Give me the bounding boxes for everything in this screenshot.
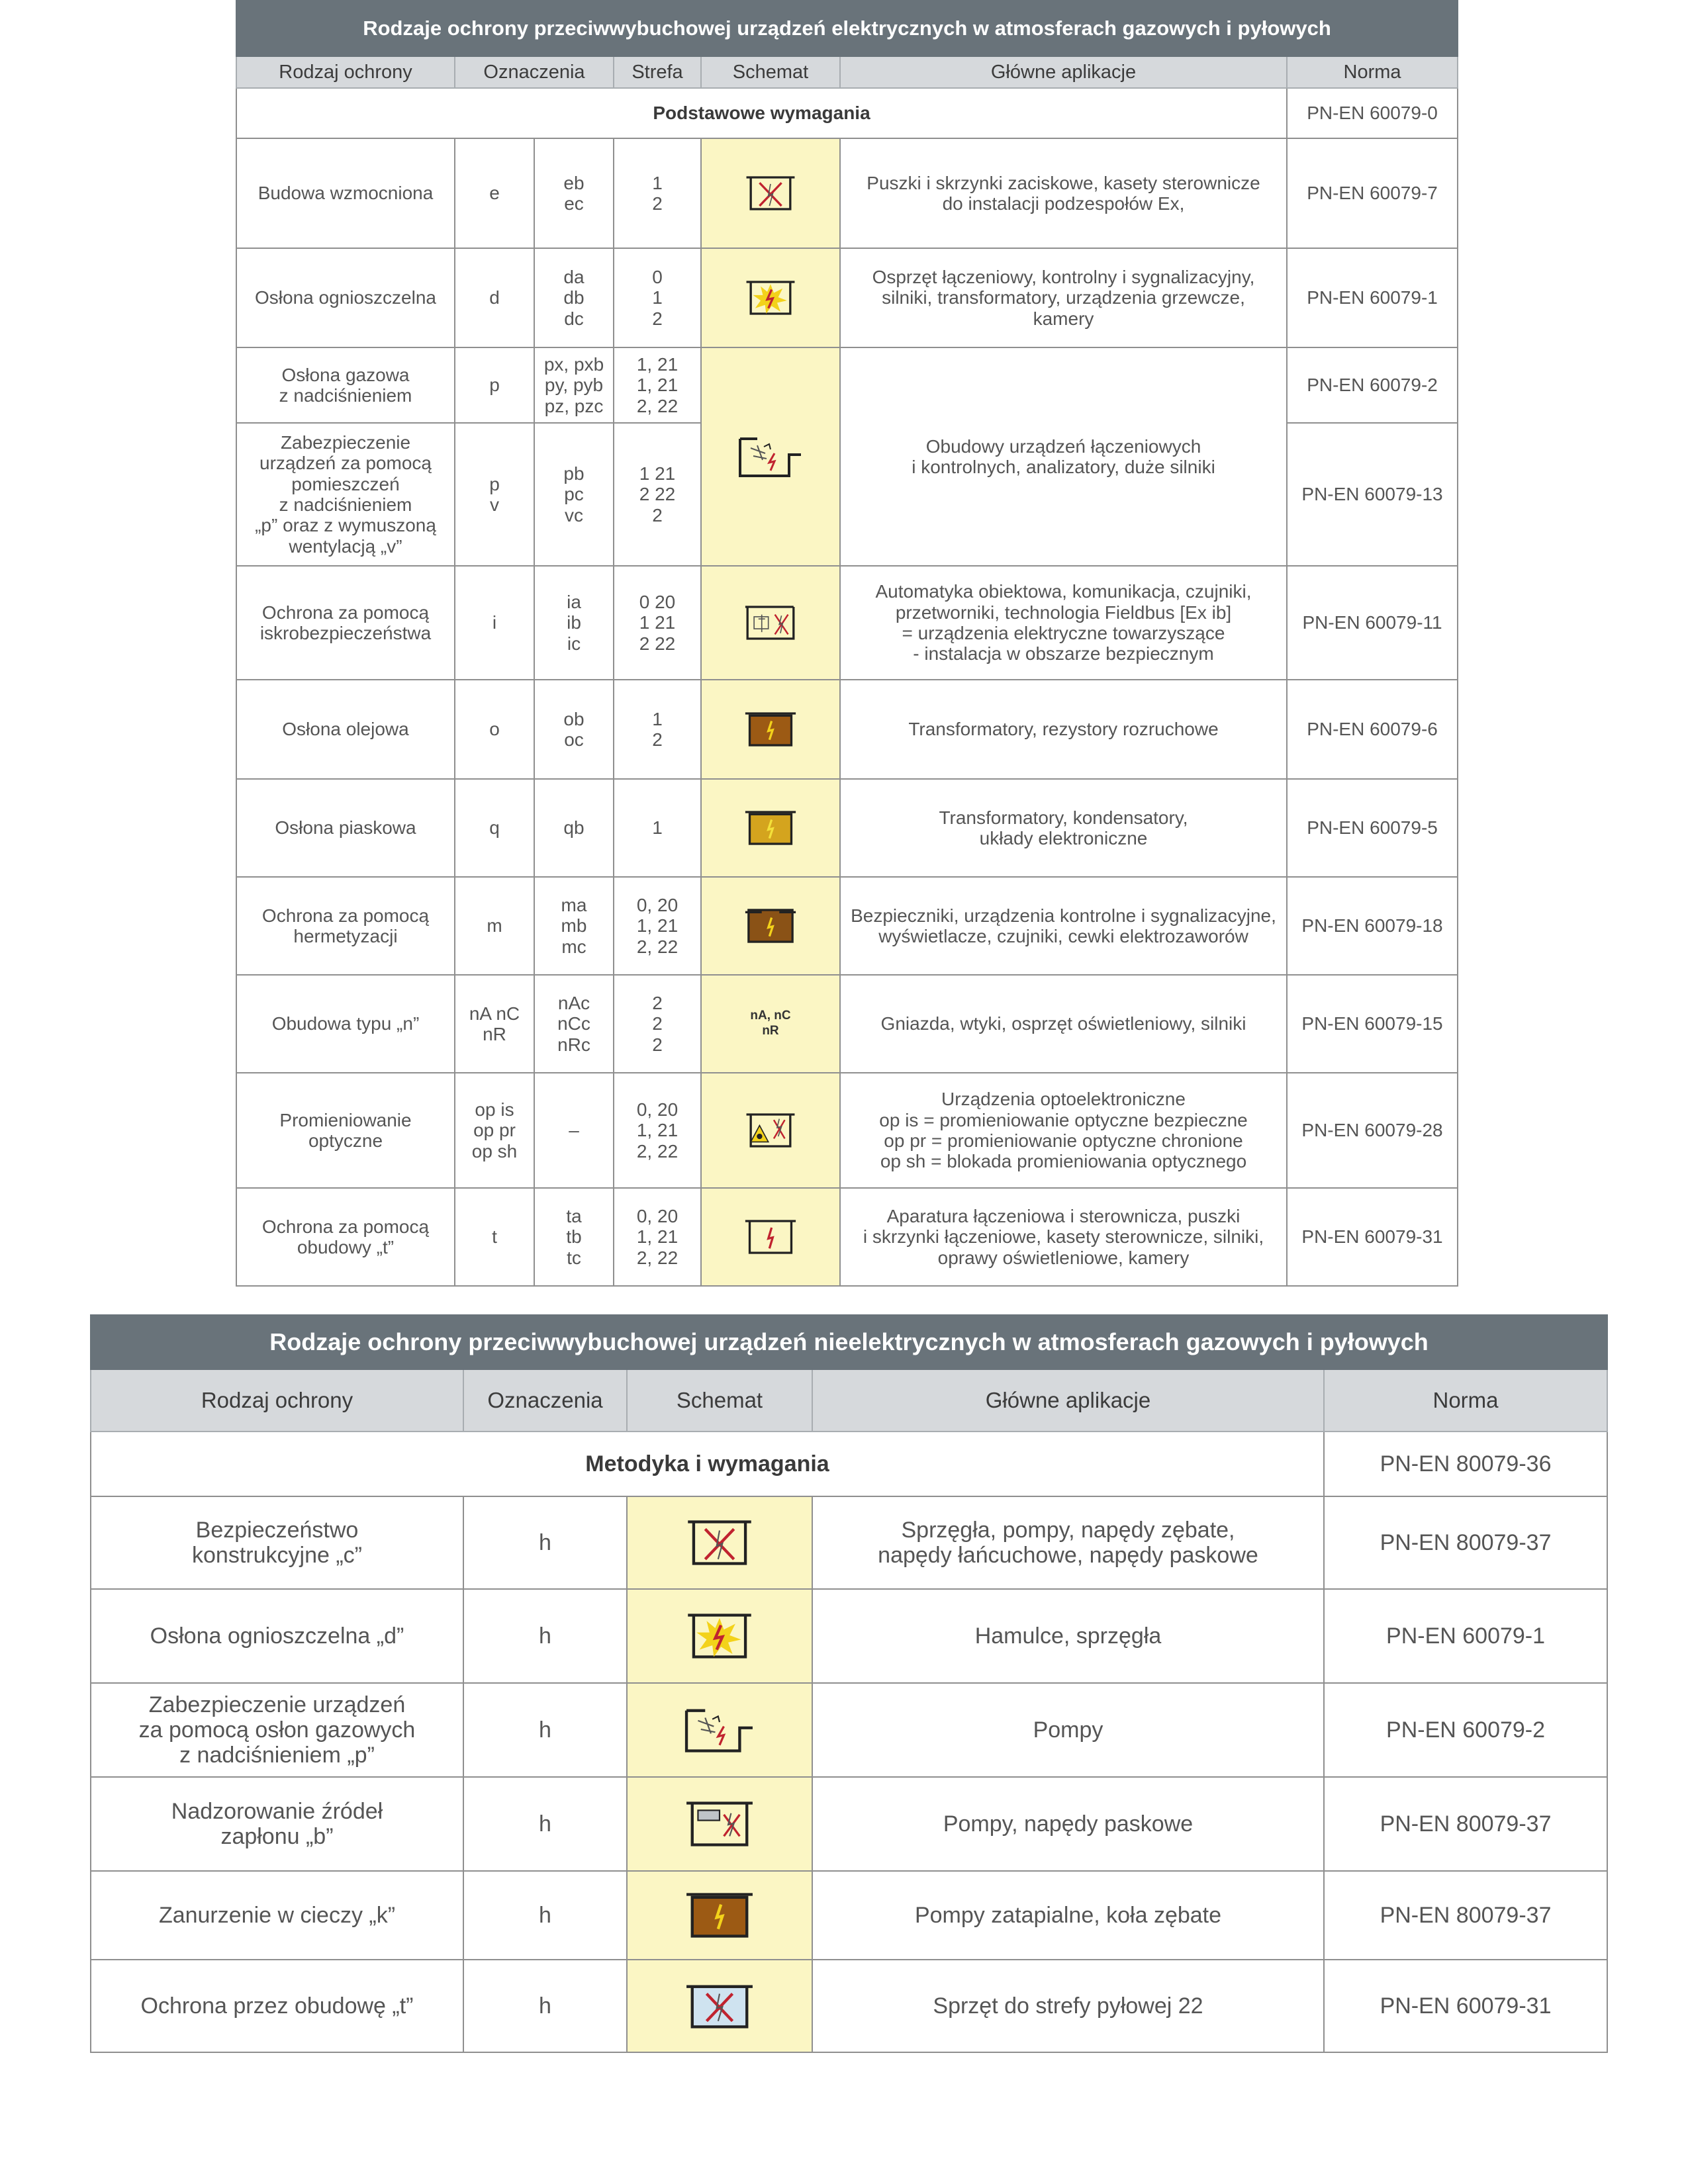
col-header-norma: Norma [1324, 1369, 1607, 1432]
table-row [236, 680, 1458, 779]
aplikacje-cell-line: kamery [1033, 308, 1094, 329]
rodzaj-cell [236, 347, 455, 423]
strefa-cell [614, 975, 701, 1073]
col-header-schemat: Schemat [701, 56, 840, 88]
strefa-cell-line: 1 21 [639, 463, 676, 484]
oznaczenie-cell-line: p [489, 473, 500, 494]
strefa-cell-line: 2 [652, 729, 663, 750]
oznaczenie-cell [455, 248, 534, 347]
strefa-cell-line: 0 20 [639, 591, 676, 612]
schema-cell [701, 877, 840, 975]
rodzaj-cell [91, 1871, 463, 1960]
basic-requirements-label: Podstawowe wymagania [236, 88, 1287, 138]
rodzaj-cell-line: Ochrona za pomocą [261, 602, 430, 623]
strefa-cell [614, 1188, 701, 1286]
rodzaj-cell-line: iskrobezpieczeństwa [259, 623, 432, 643]
oznaczenie-sub-cell-line: ma [561, 894, 587, 915]
schema-cell [627, 1589, 812, 1683]
schema-cell [627, 1777, 812, 1871]
rodzaj-cell-line: zapłonu „b” [220, 1824, 334, 1849]
box-with-cross-icon [683, 1518, 756, 1568]
rodzaj-cell-line: Obudowa typu „n” [271, 1013, 420, 1034]
table-row [236, 347, 1458, 423]
oznaczenie-cell [455, 138, 534, 248]
rodzaj-cell [91, 1496, 463, 1589]
oznaczenie-sub-cell-line: tb [566, 1226, 582, 1248]
aplikacje-cell-line: układy elektroniczne [979, 828, 1148, 848]
rodzaj-cell-line: Osłona ognioszczelna [255, 287, 436, 308]
strefa-cell-line: 1 21 [639, 612, 676, 633]
table-row [236, 779, 1458, 877]
strefa-cell-line: 1, 21 [636, 915, 679, 936]
aplikacje-cell-line: oprawy oświetleniowe, kamery [937, 1247, 1190, 1268]
strefa-cell [614, 566, 701, 680]
aplikacje-cell-line: op sh = blokada promieniowania optycznego [880, 1151, 1247, 1172]
strefa-cell-line: 2 [652, 1034, 663, 1055]
rodzaj-cell-line: Zabezpieczenie [280, 432, 411, 453]
oznaczenie-sub-cell [534, 423, 614, 566]
oznaczenie-cell: h [463, 1777, 627, 1871]
non-electrical-protection-table [90, 1314, 1608, 2053]
oil-immersion-icon [743, 710, 798, 749]
table-row [91, 1960, 1607, 2052]
norma-cell: PN-EN 60079-6 [1287, 680, 1458, 779]
strefa-cell-line: 1 [652, 172, 663, 193]
strefa-cell-line: 2 [652, 992, 663, 1013]
rodzaj-cell [236, 1188, 455, 1286]
rodzaj-cell-line: „p” oraz z wymuszoną [255, 515, 436, 536]
liquid-immersion-icon [683, 1890, 756, 1940]
schema-cell [701, 975, 840, 1073]
rodzaj-cell-line: Osłona piaskowa [275, 817, 416, 839]
aplikacje-cell-line: Bezpieczniki, urządzenia kontrolne i sygnalizacyjne, [851, 905, 1276, 926]
schema-cell [701, 1073, 840, 1188]
table-row [236, 1073, 1458, 1188]
rodzaj-cell [91, 1589, 463, 1683]
oznaczenie-cell-line: op sh [471, 1140, 518, 1161]
strefa-cell-line: 2, 22 [636, 1140, 679, 1161]
rodzaj-cell [236, 680, 455, 779]
oznaczenie-sub-cell-line: pb [563, 463, 585, 484]
schema-cell [627, 1683, 812, 1777]
rodzaj-cell-line: z nadciśnieniem „p” [179, 1743, 375, 1768]
rodzaj-cell-line: urządzeń za pomocą [259, 453, 432, 474]
rodzaj-cell [236, 248, 455, 347]
schema-cell [701, 680, 840, 779]
oznaczenie-sub-cell [534, 138, 614, 248]
norma-cell: PN-EN 60079-2 [1287, 347, 1458, 423]
strefa-cell-line: 2, 22 [636, 936, 679, 957]
aplikacje-cell-line: Pompy, napędy paskowe [943, 1811, 1194, 1837]
aplikacje-cell-line: silniki, transformatory, urządzenia grzewcze, [882, 287, 1245, 308]
oznaczenie-sub-cell [534, 877, 614, 975]
oznaczenie-sub-cell-line: mc [561, 936, 586, 957]
oznaczenie-cell-line: o [489, 719, 500, 740]
oznaczenie-cell [455, 423, 534, 566]
intrinsic-safety-icon [743, 604, 798, 642]
oznaczenie-sub-cell-line: da [563, 266, 585, 287]
electrical-protection-table [236, 0, 1458, 1287]
oznaczenie-cell [455, 975, 534, 1073]
dust-enclosure-icon [683, 1981, 756, 2031]
aplikacje-cell-line: Pompy [1033, 1717, 1103, 1743]
rodzaj-cell-line: hermetyzacji [293, 926, 398, 946]
oznaczenie-cell-line: nA nC [469, 1003, 520, 1024]
oznaczenie-sub-cell-line: ic [567, 633, 581, 654]
oznaczenie-cell [455, 566, 534, 680]
table-row [91, 1432, 1607, 1496]
oznaczenie-sub-cell-line: pz, pzc [544, 395, 604, 416]
aplikacje-cell-line: Puszki i skrzynki zaciskowe, kasety sterownicze [867, 172, 1260, 193]
rodzaj-cell-line: Nadzorowanie źródeł [171, 1798, 383, 1824]
oznaczenie-sub-cell [534, 1188, 614, 1286]
norma-cell: PN-EN 60079-31 [1324, 1960, 1607, 2052]
oznaczenie-cell-line: i [492, 612, 497, 633]
strefa-cell-line: 1 [652, 817, 663, 839]
rodzaj-cell-line: z nadciśnieniem [279, 494, 412, 515]
oznaczenie-sub-cell [534, 779, 614, 877]
aplikacje-cell-line: - instalacja w obszarze bezpiecznym [913, 643, 1214, 664]
rodzaj-cell [236, 566, 455, 680]
aplikacje-cell [840, 1073, 1287, 1188]
oznaczenie-cell: h [463, 1589, 627, 1683]
oznaczenie-sub-cell-line: oc [564, 729, 584, 750]
pressurized-enclosure-icon [683, 1705, 756, 1755]
schema-cell [627, 1496, 812, 1589]
aplikacje-cell-line: Gniazda, wtyki, osprzęt oświetleniowy, silniki [880, 1013, 1246, 1034]
rodzaj-cell [91, 1777, 463, 1871]
oznaczenie-sub-cell-line: py, pyb [544, 375, 604, 396]
rodzaj-cell-line: optyczne [308, 1130, 383, 1151]
schema-cell [701, 347, 840, 566]
strefa-cell-line: 1, 21 [636, 353, 679, 375]
rodzaj-cell [236, 138, 455, 248]
norma-cell: PN-EN 60079-28 [1287, 1073, 1458, 1188]
aplikacje-cell [812, 1960, 1324, 2052]
strefa-cell-line: 2 22 [639, 633, 676, 654]
powder-filling-icon [743, 809, 798, 847]
oznaczenie-cell [455, 1073, 534, 1188]
schema-cell [627, 1871, 812, 1960]
schema-cell [701, 566, 840, 680]
norma-cell: PN-EN 80079-37 [1324, 1871, 1607, 1960]
rodzaj-cell-line: Ochrona za pomocą [261, 1216, 430, 1237]
rodzaj-cell-line: Osłona gazowa [281, 364, 410, 385]
aplikacje-cell [840, 877, 1287, 975]
rodzaj-cell [91, 1683, 463, 1777]
norma-cell: PN-EN 60079-1 [1324, 1589, 1607, 1683]
rodzaj-cell-line: Ochrona za pomocą [261, 905, 430, 926]
schema-cell [701, 779, 840, 877]
norma-cell: PN-EN 60079-2 [1324, 1683, 1607, 1777]
aplikacje-cell-line: przetworniki, technologia Fieldbus [Ex ib] [895, 602, 1232, 623]
col-header-strefa: Strefa [614, 56, 701, 88]
aplikacje-cell-line: wyświetlacze, czujniki, cewki elektrozaworów [878, 926, 1248, 946]
norma-cell: PN-EN 80079-37 [1324, 1777, 1607, 1871]
strefa-cell [614, 779, 701, 877]
aplikacje-cell-line: Pompy zatapialne, koła zębate [914, 1902, 1222, 1928]
norma-cell: PN-EN 80079-37 [1324, 1496, 1607, 1589]
aplikacje-cell-line: op is = promieniowanie optyczne bezpieczne [879, 1109, 1248, 1130]
norma-cell: PN-EN 60079-0 [1287, 88, 1458, 138]
oznaczenie-sub-cell [534, 566, 614, 680]
type-n-label: nA, nC [750, 1009, 791, 1023]
strefa-cell-line: 2 [652, 308, 663, 329]
aplikacje-cell-line: Sprzęt do strefy pyłowej 22 [933, 1993, 1203, 2019]
oznaczenie-sub-cell-line: ta [566, 1205, 582, 1226]
table-row [91, 1589, 1607, 1683]
oznaczenie-cell-line: m [487, 915, 502, 936]
col-header-norma: Norma [1287, 56, 1458, 88]
oznaczenie-cell-line: nR [483, 1024, 506, 1044]
strefa-cell-line: 1 [652, 708, 663, 729]
schema-cell [701, 138, 840, 248]
oznaczenie-sub-cell-line: px, pxb [543, 353, 604, 375]
aplikacje-cell [812, 1871, 1324, 1960]
schema-cell [701, 1188, 840, 1286]
strefa-cell-line: 1, 21 [636, 1120, 679, 1141]
aplikacje-cell-line: do instalacji podzespołów Ex, [942, 193, 1185, 214]
oznaczenie-cell-line: op is [475, 1099, 514, 1120]
col-header-aplikacje: Główne aplikacje [812, 1369, 1324, 1432]
ignition-monitoring-icon [683, 1799, 756, 1849]
oznaczenie-cell-line: e [489, 183, 500, 204]
oznaczenie-sub-cell-line: pc [564, 484, 584, 505]
strefa-cell-line: 0, 20 [636, 1205, 679, 1226]
col-header-rodzaj: Rodzaj ochrony [236, 56, 455, 88]
oznaczenie-sub-cell-line: mb [561, 915, 587, 936]
aplikacje-cell-line: i skrzynki łączeniowe, kasety sterownicze, silniki, [863, 1226, 1264, 1248]
rodzaj-cell-line: Zanurzenie w cieczy „k” [158, 1902, 396, 1928]
norma-cell: PN-EN 60079-15 [1287, 975, 1458, 1073]
aplikacje-cell [840, 566, 1287, 680]
flameproof-explosion-icon [743, 279, 798, 317]
aplikacje-cell [812, 1589, 1324, 1683]
oznaczenie-cell-line: d [489, 287, 500, 308]
strefa-cell-line: 0, 20 [636, 1099, 679, 1120]
oznaczenie-sub-cell-line: nCc [557, 1013, 590, 1034]
aplikacje-cell-line: Obudowy urządzeń łączeniowych [925, 435, 1201, 457]
col-header-rodzaj: Rodzaj ochrony [91, 1369, 463, 1432]
oznaczenie-sub-cell-line: vc [565, 504, 583, 525]
rodzaj-cell-line: pomieszczeń [291, 473, 400, 494]
oznaczenie-sub-cell-line: nRc [557, 1034, 590, 1055]
strefa-cell-line: 2 [652, 193, 663, 214]
oznaczenie-cell: h [463, 1496, 627, 1589]
oznaczenie-cell: h [463, 1960, 627, 2052]
oznaczenie-cell: h [463, 1871, 627, 1960]
norma-cell: PN-EN 80079-36 [1324, 1432, 1607, 1496]
rodzaj-cell-line: Promieniowanie [279, 1109, 412, 1130]
oznaczenie-sub-cell-line: eb [563, 172, 585, 193]
rodzaj-cell-line: z nadciśnieniem [279, 385, 412, 406]
norma-cell: PN-EN 60079-31 [1287, 1188, 1458, 1286]
strefa-cell-line: 1, 21 [636, 1226, 679, 1248]
strefa-cell [614, 248, 701, 347]
aplikacje-cell-line: napędy łańcuchowe, napędy paskowe [878, 1543, 1258, 1568]
oznaczenie-cell: h [463, 1683, 627, 1777]
aplikacje-cell [840, 680, 1287, 779]
oznaczenie-sub-cell-line: nAc [557, 992, 590, 1013]
encapsulation-icon [743, 907, 798, 945]
table-row [91, 1683, 1607, 1777]
rodzaj-cell [236, 779, 455, 877]
oznaczenie-sub-cell-line: dc [564, 308, 584, 329]
oznaczenie-cell-line: q [489, 817, 500, 839]
aplikacje-cell-line: Transformatory, kondensatory, [939, 807, 1188, 828]
aplikacje-cell-line: Transformatory, rezystory rozruchowe [908, 719, 1219, 740]
norma-cell: PN-EN 60079-18 [1287, 877, 1458, 975]
strefa-cell-line: 0, 20 [636, 894, 679, 915]
rodzaj-cell-line: obudowy „t” [297, 1237, 395, 1257]
oznaczenie-sub-cell [534, 975, 614, 1073]
norma-cell: PN-EN 60079-7 [1287, 138, 1458, 248]
schema-cell [627, 1960, 812, 2052]
rodzaj-cell [236, 423, 455, 566]
col-header-aplikacje: Główne aplikacje [840, 56, 1287, 88]
table-row [236, 975, 1458, 1073]
rodzaj-cell-line: za pomocą osłon gazowych [138, 1717, 416, 1743]
oznaczenie-sub-cell-line: – [569, 1120, 579, 1141]
rodzaj-cell-line: Osłona olejowa [282, 719, 409, 740]
aplikacje-cell-line: i kontrolnych, analizatory, duże silniki [912, 457, 1215, 477]
strefa-cell-line: 1, 21 [636, 375, 679, 396]
aplikacje-cell-line: Automatyka obiektowa, komunikacja, czujniki, [875, 581, 1252, 602]
flameproof-explosion-icon [683, 1611, 756, 1661]
rodzaj-cell-line: Budowa wzmocniona [258, 183, 434, 204]
table-row [236, 1188, 1458, 1286]
table-row [91, 1496, 1607, 1589]
col-header-oznaczenia: Oznaczenia [463, 1369, 627, 1432]
norma-cell: PN-EN 60079-1 [1287, 248, 1458, 347]
rodzaj-cell-line: Bezpieczeństwo [195, 1517, 359, 1543]
aplikacje-cell [840, 347, 1287, 566]
oznaczenie-cell [455, 1188, 534, 1286]
table-row [236, 138, 1458, 248]
schema-cell [701, 248, 840, 347]
table-row [236, 877, 1458, 975]
norma-cell: PN-EN 60079-11 [1287, 566, 1458, 680]
oznaczenie-sub-cell-line: db [563, 287, 585, 308]
oznaczenie-sub-cell-line: qb [563, 817, 585, 839]
oznaczenie-sub-cell-line: ia [567, 591, 581, 612]
oznaczenie-cell-line: v [490, 494, 499, 515]
norma-cell: PN-EN 60079-5 [1287, 779, 1458, 877]
oznaczenie-sub-cell-line: ob [563, 708, 585, 729]
box-with-cross-icon [743, 174, 798, 212]
strefa-cell-line: 2, 22 [636, 395, 679, 416]
strefa-cell-line: 2 [652, 1013, 663, 1034]
oznaczenie-sub-cell-line: tc [567, 1247, 581, 1268]
oznaczenie-cell [455, 877, 534, 975]
aplikacje-cell-line: Aparatura łączeniowa i sterownicza, puszki [886, 1205, 1241, 1226]
oznaczenie-sub-cell-line: ib [567, 612, 581, 633]
enclosure-t-icon [743, 1218, 798, 1256]
rodzaj-cell-line: Zabezpieczenie urządzeń [148, 1692, 406, 1717]
aplikacje-cell [812, 1777, 1324, 1871]
rodzaj-cell [236, 975, 455, 1073]
oznaczenie-cell-line: p [489, 375, 500, 396]
aplikacje-cell [840, 779, 1287, 877]
methodology-label: Metodyka i wymagania [91, 1432, 1324, 1496]
type-n-label: nR [762, 1024, 779, 1038]
aplikacje-cell [840, 1188, 1287, 1286]
strefa-cell [614, 347, 701, 423]
table-row [91, 1777, 1607, 1871]
oznaczenie-sub-cell [534, 680, 614, 779]
aplikacje-cell [812, 1496, 1324, 1589]
aplikacje-cell [812, 1683, 1324, 1777]
aplikacje-cell-line: = urządzenia elektryczne towarzyszące [902, 623, 1225, 643]
aplikacje-cell-line: op pr = promieniowanie optyczne chronione [884, 1130, 1243, 1151]
table-row [236, 88, 1458, 138]
strefa-cell-line: 0 [652, 266, 663, 287]
norma-cell: PN-EN 60079-13 [1287, 423, 1458, 566]
strefa-cell [614, 680, 701, 779]
col-header-schemat: Schemat [627, 1369, 812, 1432]
rodzaj-cell-line: wentylacją „v” [289, 535, 402, 557]
oznaczenie-cell-line: op pr [473, 1120, 516, 1141]
oznaczenie-sub-cell [534, 347, 614, 423]
strefa-cell [614, 138, 701, 248]
oznaczenie-cell [455, 779, 534, 877]
rodzaj-cell [236, 877, 455, 975]
optical-radiation-icon [743, 1111, 798, 1150]
rodzaj-cell [236, 1073, 455, 1188]
table-row [91, 1871, 1607, 1960]
oznaczenie-cell [455, 680, 534, 779]
col-header-oznaczenia: Oznaczenia [455, 56, 614, 88]
aplikacje-cell-line: Hamulce, sprzęgła [974, 1623, 1162, 1649]
pressurized-enclosure-icon [737, 433, 804, 480]
strefa-cell [614, 1073, 701, 1188]
strefa-cell-line: 2, 22 [636, 1247, 679, 1268]
oznaczenie-sub-cell-line: ec [564, 193, 584, 214]
aplikacje-cell-line: Sprzęgła, pompy, napędy zębate, [901, 1517, 1235, 1543]
rodzaj-cell-line: konstrukcyjne „c” [192, 1543, 362, 1568]
aplikacje-cell [840, 975, 1287, 1073]
strefa-cell [614, 423, 701, 566]
rodzaj-cell [91, 1960, 463, 2052]
strefa-cell-line: 1 [652, 287, 663, 308]
oznaczenie-cell [455, 347, 534, 423]
rodzaj-cell-line: Ochrona przez obudowę „t” [140, 1993, 414, 2019]
strefa-cell-line: 2 22 [639, 484, 676, 505]
table2-title: Rodzaje ochrony przeciwwybuchowej urządzeń nieelektrycznych w atmosferach gazowych i pyłowych [91, 1315, 1607, 1369]
strefa-cell-line: 2 [652, 504, 663, 525]
table-row [236, 248, 1458, 347]
table1-title: Rodzaje ochrony przeciwwybuchowej urządzeń elektrycznych w atmosferach gazowych i pyłowych [236, 1, 1458, 56]
aplikacje-cell [840, 138, 1287, 248]
oznaczenie-sub-cell [534, 1073, 614, 1188]
table-row [236, 566, 1458, 680]
aplikacje-cell [840, 248, 1287, 347]
strefa-cell [614, 877, 701, 975]
oznaczenie-sub-cell [534, 248, 614, 347]
oznaczenie-cell-line: t [492, 1226, 497, 1248]
aplikacje-cell-line: Osprzęt łączeniowy, kontrolny i sygnalizacyjny, [872, 266, 1255, 287]
aplikacje-cell-line: Urządzenia optoelektroniczne [941, 1089, 1186, 1110]
rodzaj-cell-line: Osłona ognioszczelna „d” [150, 1623, 404, 1649]
